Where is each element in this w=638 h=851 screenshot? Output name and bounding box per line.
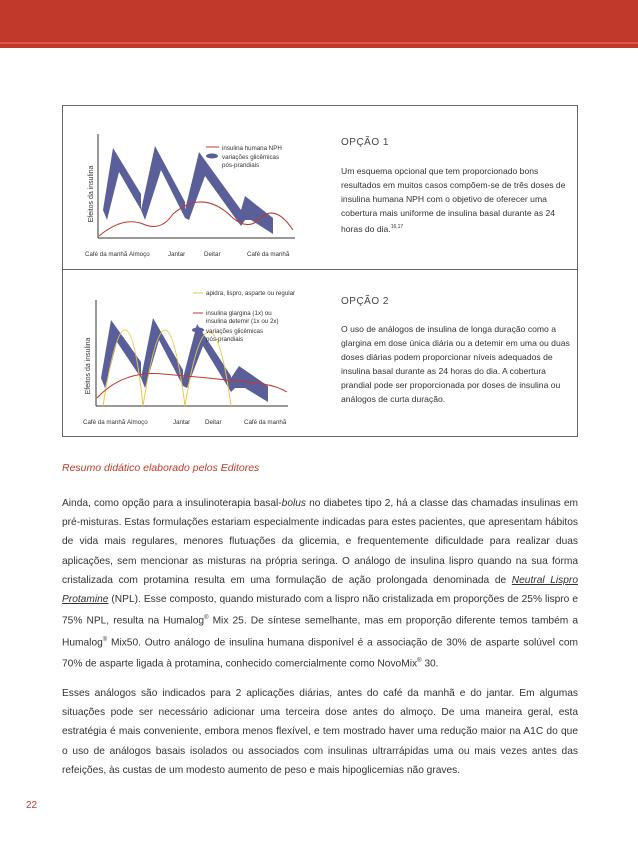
chart1-xtick-4: Deitar [204,251,221,258]
chart1-legend-band-swatch [206,154,218,159]
chart1-ylabel: Efeitos da insulina [88,165,95,223]
chart1-xtick-2: Almoço [129,251,150,258]
option2-text: O uso de análogos de insulina de longa duração como a glargina em dose única diária ou a detemir em uma ou duas doses diárias podem proporcionar níveis adequados de insulina basal durante as 24 horas do dia. A cobertura prandial pode ser proporcionada por doses de insulina ou análogos de curta duração. [341,324,570,404]
chart2-legend-band-swatch [192,328,204,333]
chart2-xtick-1: Café da manhã [83,419,126,426]
insulin-options-box [62,105,578,437]
option1-title: OPÇÃO 1 [341,137,389,148]
chart2-xtick-4: Deitar [205,419,222,426]
chart2-xtick-2: Almoço [127,419,148,426]
chart2-xtick-5: Café da manhã [244,419,287,426]
header-bar [0,0,638,48]
chart1-xtick-1: Café da manhã [85,251,128,258]
chart2-legend-basal: insulina glargina (1x) ou insulina detemir (1x ou 2x) [206,310,279,325]
chart2-ylabel: Efeitos da insulina [85,337,92,395]
figure-caption: Resumo didático elaborado pelos Editores [62,462,260,474]
chart1-xtick-3: Jantar [168,251,186,258]
paragraph-analog-indications: Esses análogos são indicados para 2 aplicações diárias, antes do café da manhã e do jantar. Em algumas situações pode ser necessário adicionar uma terceira dose antes do almoço. De uma maneira geral, esta estratégia é mais conveniente, embora menos flexível, e tem mostrado haver uma redução maior na A1C do que o uso de análogos basais isolados ou associados com insulinas ultrarrápidas uma ou mais vezes antes das refeições, às custas de um modesto aumento de peso e mais hipoglicemias não graves. [62,688,578,776]
option1-text: Um esquema opcional que tem proporcionado bons resultados em muitos casos compõem-se de três doses de insulina humana NPH com o objetivo de oferecer uma cobertura mais uniforme de insulina basal durante as 24 horas do dia.$^{16,17}$ [341,166,566,234]
chart-option-2 [63,270,339,436]
page-number: 22 [26,800,38,811]
chart1-legend-band: variações glicêmicas pós-prandiais [222,154,280,169]
option2-title: OPÇÃO 2 [341,296,389,307]
chart-option-1 [63,106,339,266]
chart1-xtick-5: Café da manhã [247,251,290,258]
chart2-legend-band: variações glicêmicas pós-prandiais [206,328,264,343]
header-stripe [0,42,638,44]
chart2-legend-bolus: apidra, lispro, asparte ou regular [206,290,296,297]
chart1-legend-nph: insulina humana NPH [222,145,282,152]
paragraph-premixed-insulins: Ainda, como opção para a insulinoterapia basal-bolus no diabetes tipo 2, há a classe das chamadas insulinas em pré-misturas. Estas formulações estariam especialmente indicadas para estes pacientes, que apresentam hábitos de vida mais regulares, menores flutuações da glicemia, e frequentemente dificuldade para realizar duas aplicações, sem mencionar as misturas na própria seringa. O análogo de insulina lispro quando na sua forma cristalizada com protamina resulta em uma formulação de ação prolongada denominada de Neutral Lispro Protamine (NPL). Esse composto, quando misturado com a lispro não cristalizada em proporções de 25% lispro e 75% NPL, resulta na Humalog® Mix 25. De síntese semelhante, mas em proporção diferente temos também a Humalog® Mix50. Outro análogo de insulina humana disponível é a associação de 30% de asparte solúvel com 70% de asparte ligada à protamina, conhecido comercialmente como NovoMix® 30. [62,498,579,670]
chart2-xtick-3: Jantar [173,419,191,426]
